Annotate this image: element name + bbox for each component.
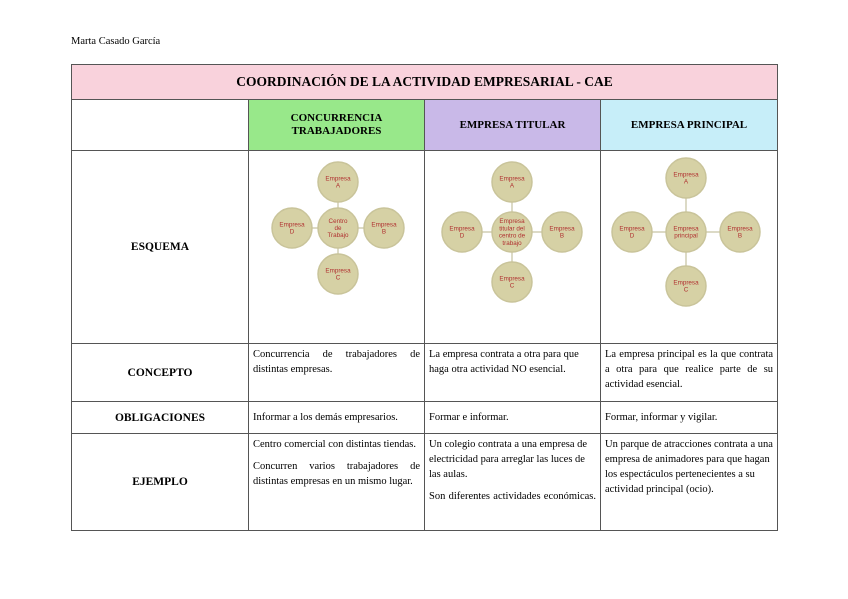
node-right — [542, 212, 582, 252]
node-center — [666, 212, 706, 252]
ejemplo-principal-p1: Un parque de atracciones contrata a una empresa de animadores para que hagan los espectáculos pertenecientes a su actividad principal (ocio). — [605, 439, 773, 495]
node-label: Empresa — [673, 279, 699, 287]
cae-table — [71, 64, 778, 531]
node-right — [720, 212, 760, 252]
node-label: principal — [674, 232, 698, 240]
node-label: Empresa — [371, 221, 397, 229]
node-label: D — [459, 232, 465, 240]
diagram-cell — [425, 151, 601, 344]
diagram-cell — [601, 151, 778, 344]
node-label: Empresa — [673, 225, 699, 233]
node-label: D — [629, 232, 635, 240]
node-bottom — [666, 266, 706, 306]
node-label: titular del — [499, 225, 525, 233]
concepto-empresa-titular: La empresa contrata a otra para que haga otra actividad NO esencial. — [425, 344, 601, 402]
row-label-esquema: ESQUEMA — [72, 151, 249, 344]
concepto-empresa-principal: La empresa principal es la que contrata a otra para que realice parte de su actividad esencial. — [601, 344, 778, 402]
obligaciones-empresa-titular: Formar e informar. — [425, 402, 601, 434]
diagram-cell — [249, 151, 425, 344]
author-name: Marta Casado García — [71, 36, 161, 47]
node-label: A — [335, 182, 341, 190]
concepto-concurrencia: Concurrencia de trabajadores de distintas empresas. — [249, 344, 425, 402]
obligaciones-concurrencia: Informar a los demás empresarios. — [249, 402, 425, 434]
node-label: trabajo — [502, 239, 522, 247]
node-label: Empresa — [549, 225, 575, 233]
diagram-empresa-titular — [425, 151, 601, 338]
row-label-concepto: CONCEPTO — [72, 344, 249, 402]
node-label: B — [559, 232, 565, 240]
diagram-empresa-principal — [601, 151, 778, 338]
node-label: A — [683, 178, 689, 186]
node-label: B — [737, 232, 743, 240]
node-label: Empresa — [499, 175, 525, 183]
table-title: COORDINACIÓN DE LA ACTIVIDAD EMPRESARIAL - CAE — [72, 65, 778, 100]
ejemplo-titular-p2: Son diferentes actividades económicas. — [429, 491, 596, 502]
node-left — [612, 212, 652, 252]
node-label: Empresa — [673, 171, 699, 179]
node-label: B — [381, 228, 387, 236]
node-bottom — [492, 262, 532, 302]
obligaciones-empresa-principal: Formar, informar y vigilar. — [601, 402, 778, 434]
node-label: Empresa — [325, 267, 351, 275]
ejemplo-titular-p1: Un colegio contrata a una empresa de electricidad para arreglar las luces de las aulas. — [429, 439, 588, 480]
node-label: Empresa — [499, 218, 525, 226]
node-label: C — [335, 274, 341, 282]
node-label: centro de — [498, 232, 526, 240]
node-top — [492, 162, 532, 202]
node-label: de — [334, 225, 342, 232]
node-label: D — [289, 228, 295, 236]
ejemplo-concurrencia-p2: Concurren varios trabajadores de distintas empresas en un mismo lugar. — [253, 461, 420, 487]
node-label: A — [509, 182, 515, 190]
header-empty — [72, 100, 249, 151]
node-label: C — [683, 286, 689, 294]
node-right — [364, 208, 404, 248]
node-top — [666, 158, 706, 198]
row-label-obligaciones: OBLIGACIONES — [72, 402, 249, 434]
ejemplo-concurrencia — [249, 434, 425, 531]
node-center — [318, 208, 358, 248]
header-empresa-principal: EMPRESA PRINCIPAL — [601, 100, 778, 151]
node-label: Trabajo — [327, 232, 349, 240]
row-label-ejemplo: EJEMPLO — [72, 434, 249, 531]
ejemplo-concurrencia-p1: Centro comercial con distintas tiendas. — [253, 439, 416, 450]
node-label: Empresa — [325, 175, 351, 183]
node-label: Empresa — [727, 225, 753, 233]
ejemplo-empresa-titular — [425, 434, 601, 531]
node-left — [272, 208, 312, 248]
node-center — [492, 212, 532, 252]
ejemplo-empresa-principal — [601, 434, 778, 531]
node-label: Empresa — [279, 221, 305, 229]
node-label: Empresa — [619, 225, 645, 233]
header-empresa-titular: EMPRESA TITULAR — [425, 100, 601, 151]
node-label: Empresa — [499, 275, 525, 283]
diagram-concurrencia — [249, 151, 425, 338]
node-label: C — [509, 282, 515, 290]
node-left — [442, 212, 482, 252]
node-bottom — [318, 254, 358, 294]
node-label: Empresa — [449, 225, 475, 233]
node-label: Centro — [328, 217, 348, 225]
node-top — [318, 162, 358, 202]
header-concurrencia: CONCURRENCIA TRABAJADORES — [249, 100, 425, 151]
